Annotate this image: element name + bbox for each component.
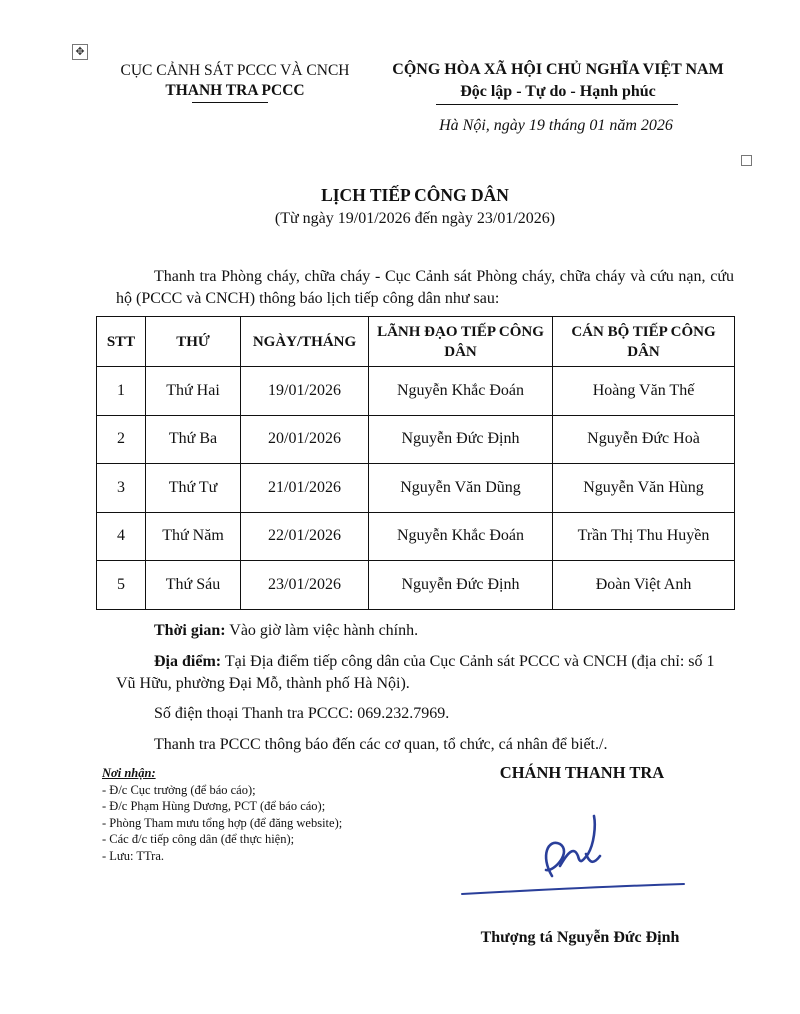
cell-leader: Nguyễn Khắc Đoán [369, 367, 553, 416]
table-header-row [97, 317, 735, 367]
cell-weekday: Thứ Ba [146, 415, 241, 464]
signer-name: Thượng tá Nguyễn Đức Định [480, 929, 680, 946]
signature-underline [462, 884, 684, 894]
cell-date: 19/01/2026 [241, 367, 369, 416]
cell-stt: 4 [97, 512, 146, 561]
signer-title: CHÁNH THANH TRA [499, 763, 665, 782]
phone-paragraph: Số điện thoại Thanh tra PCCC: 069.232.7969. [154, 705, 450, 722]
text-boundary-marker [741, 155, 752, 166]
cell-date: 22/01/2026 [241, 512, 369, 561]
time-paragraph [116, 620, 734, 642]
agency-name: CỤC CẢNH SÁT PCCC VÀ CNCH [120, 62, 350, 79]
table-move-handle-icon[interactable]: ✥ [72, 44, 88, 60]
recipients-block [102, 765, 432, 864]
cell-leader: Nguyễn Văn Dũng [369, 464, 553, 513]
recipient-item: - Đ/c Cục trưởng (để báo cáo); [102, 782, 256, 797]
table-row [97, 367, 735, 416]
cell-date: 23/01/2026 [241, 561, 369, 610]
recipient-item: - Các đ/c tiếp công dân (để thực hiện); [102, 832, 295, 846]
motto-underline [436, 104, 678, 105]
cell-leader: Nguyễn Đức Định [369, 561, 553, 610]
header-cell-weekday: THỨ [146, 317, 241, 367]
header-cell-date: NGÀY/THÁNG [241, 317, 369, 367]
place-text: Tại Địa điểm tiếp công dân của Cục Cảnh sát PCCC và CNCH (địa chỉ: số 1 Vũ Hữu, phường Đại Mỗ, thành phố Hà Nội). [116, 653, 715, 692]
cell-officer: Nguyễn Đức Hoà [553, 415, 735, 464]
notice-paragraph: Thanh tra PCCC thông báo đến các cơ quan, tổ chức, cá nhân để biết./. [154, 736, 608, 753]
schedule-table [96, 316, 735, 610]
header-cell-officer: CÁN BỘ TIẾP CÔNG DÂN [553, 317, 735, 367]
cell-stt: 5 [97, 561, 146, 610]
cell-weekday: Thứ Năm [146, 512, 241, 561]
cell-weekday: Thứ Hai [146, 367, 241, 416]
intro-paragraph: Thanh tra Phòng cháy, chữa cháy - Cục Cảnh sát Phòng cháy, chữa cháy và cứu nạn, cứu hộ (PCCC và CNCH) thông báo lịch tiếp công dân như sau: [116, 268, 734, 307]
document-subtitle: (Từ ngày 19/01/2026 đến ngày 23/01/2026) [274, 210, 556, 227]
national-motto: Độc lập - Tự do - Hạnh phúc [460, 83, 656, 100]
table-row [97, 415, 735, 464]
recipient-item: - Đ/c Phạm Hùng Dương, PCT (để báo cáo); [102, 799, 326, 813]
department-name: THANH TRA PCCC [165, 82, 305, 99]
place-paragraph [116, 651, 734, 695]
cell-leader: Nguyễn Khắc Đoán [369, 512, 553, 561]
recipients-heading: Nơi nhận: [102, 766, 156, 780]
time-label: Thời gian: [154, 622, 226, 639]
header-cell-leader: LÃNH ĐẠO TIẾP CÔNG DÂN [369, 317, 553, 367]
header-cell-stt: STT [97, 317, 146, 367]
table-row [97, 464, 735, 513]
table-row [97, 512, 735, 561]
table-row [97, 561, 735, 610]
time-text: Vào giờ làm việc hành chính. [225, 622, 419, 639]
cell-date: 21/01/2026 [241, 464, 369, 513]
cell-weekday: Thứ Sáu [146, 561, 241, 610]
cell-date: 20/01/2026 [241, 415, 369, 464]
signature-stroke [546, 816, 600, 876]
cell-leader: Nguyễn Đức Định [369, 415, 553, 464]
recipient-item: - Lưu: TTra. [102, 848, 164, 863]
cell-officer: Trần Thị Thu Huyền [553, 512, 735, 561]
national-title: CỘNG HÒA XÃ HỘI CHỦ NGHĨA VIỆT NAM [392, 61, 724, 78]
recipient-item: - Phòng Tham mưu tổng hợp (để đăng website); [102, 815, 343, 830]
cell-officer: Nguyễn Văn Hùng [553, 464, 735, 513]
agency-underline [192, 102, 268, 103]
cell-stt: 2 [97, 415, 146, 464]
handwritten-signature [456, 806, 696, 906]
document-title: LỊCH TIẾP CÔNG DÂN [321, 185, 509, 205]
place-label: Địa điểm: [154, 653, 222, 670]
cell-officer: Hoàng Văn Thế [553, 367, 735, 416]
cell-weekday: Thứ Tư [146, 464, 241, 513]
cell-officer: Đoàn Việt Anh [553, 561, 735, 610]
cell-stt: 3 [97, 464, 146, 513]
cell-stt: 1 [97, 367, 146, 416]
issue-date: Hà Nội, ngày 19 tháng 01 năm 2026 [439, 117, 673, 134]
